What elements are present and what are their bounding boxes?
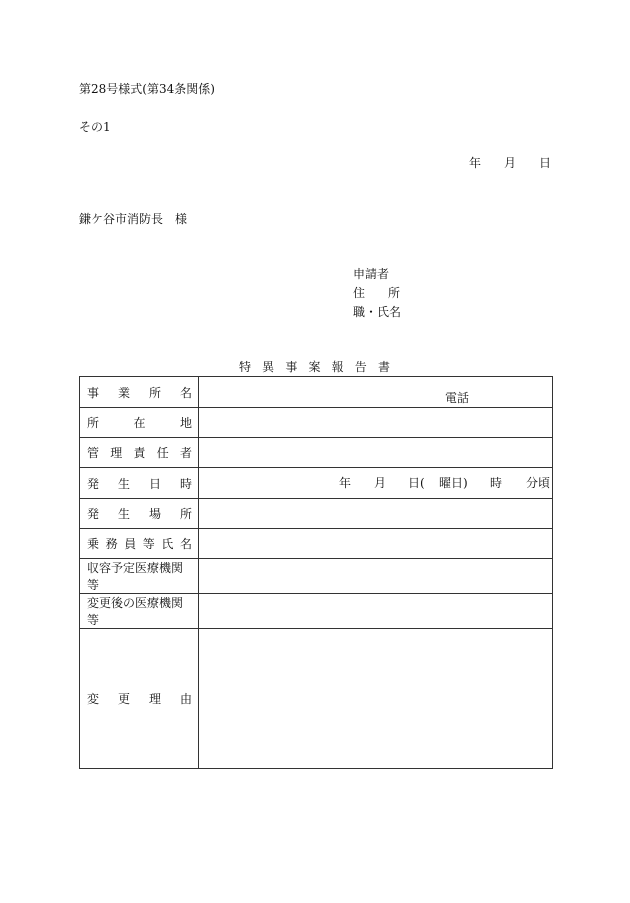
field-crew-names[interactable]: [199, 529, 553, 559]
phone-label: 電話: [445, 391, 470, 405]
month-label: 月: [503, 156, 516, 170]
row-occurrence-datetime: [80, 468, 553, 499]
label-manager: 管 理 責 任 者: [87, 446, 192, 460]
applicant-name-label: 職・氏名: [353, 305, 402, 319]
dt-month: 月: [374, 476, 387, 490]
field-receiving-facility[interactable]: [199, 559, 553, 594]
row-office-name: [80, 377, 553, 408]
report-title: 特 異 事 案 報 告 書: [239, 360, 390, 374]
label-office-name: 事 業 所 名: [87, 385, 192, 400]
field-location[interactable]: [199, 408, 553, 438]
label-changed-facility: 変更後の医療機関等: [87, 596, 184, 627]
row-manager: [80, 438, 553, 468]
field-occurrence-datetime[interactable]: [199, 468, 553, 499]
row-location: [80, 408, 553, 438]
label-location: 所 在 地: [87, 416, 192, 430]
row-crew-names: [80, 529, 553, 559]
field-changed-facility[interactable]: [199, 594, 553, 629]
dt-weekday: 曜日): [439, 476, 468, 490]
field-occurrence-place[interactable]: [199, 499, 553, 529]
dt-hour: 時: [490, 476, 503, 490]
label-occurrence-datetime: 発 生 日 時: [87, 476, 192, 491]
field-manager[interactable]: [199, 438, 553, 468]
row-reason: [80, 629, 553, 769]
label-occurrence-place: 発 生 場 所: [87, 507, 192, 521]
form-number: 第28号様式(第34条関係): [79, 82, 215, 96]
sub-number: その1: [79, 120, 111, 134]
row-changed-facility: [80, 594, 553, 629]
dt-day: 日(: [408, 476, 425, 490]
row-receiving-facility: [80, 559, 553, 594]
field-reason[interactable]: [199, 629, 553, 769]
row-occurrence-place: [80, 499, 553, 529]
submission-date: [469, 156, 551, 170]
dt-year: 年: [339, 476, 352, 490]
year-label: 年: [469, 156, 482, 170]
dt-minute: 分頃: [526, 476, 551, 490]
report-table: [79, 376, 553, 769]
field-office-name[interactable]: [199, 377, 553, 408]
label-reason: 変 更 理 由: [87, 692, 192, 706]
applicant-title: 申請者: [353, 267, 390, 281]
label-receiving-facility: 収容予定医療機関等: [87, 561, 184, 592]
label-crew-names: 乗 務 員 等 氏 名: [87, 537, 192, 551]
day-label: 日: [538, 156, 551, 170]
addressee: 鎌ケ谷市消防長 様: [79, 212, 188, 226]
applicant-address-label: 住 所: [353, 286, 400, 300]
